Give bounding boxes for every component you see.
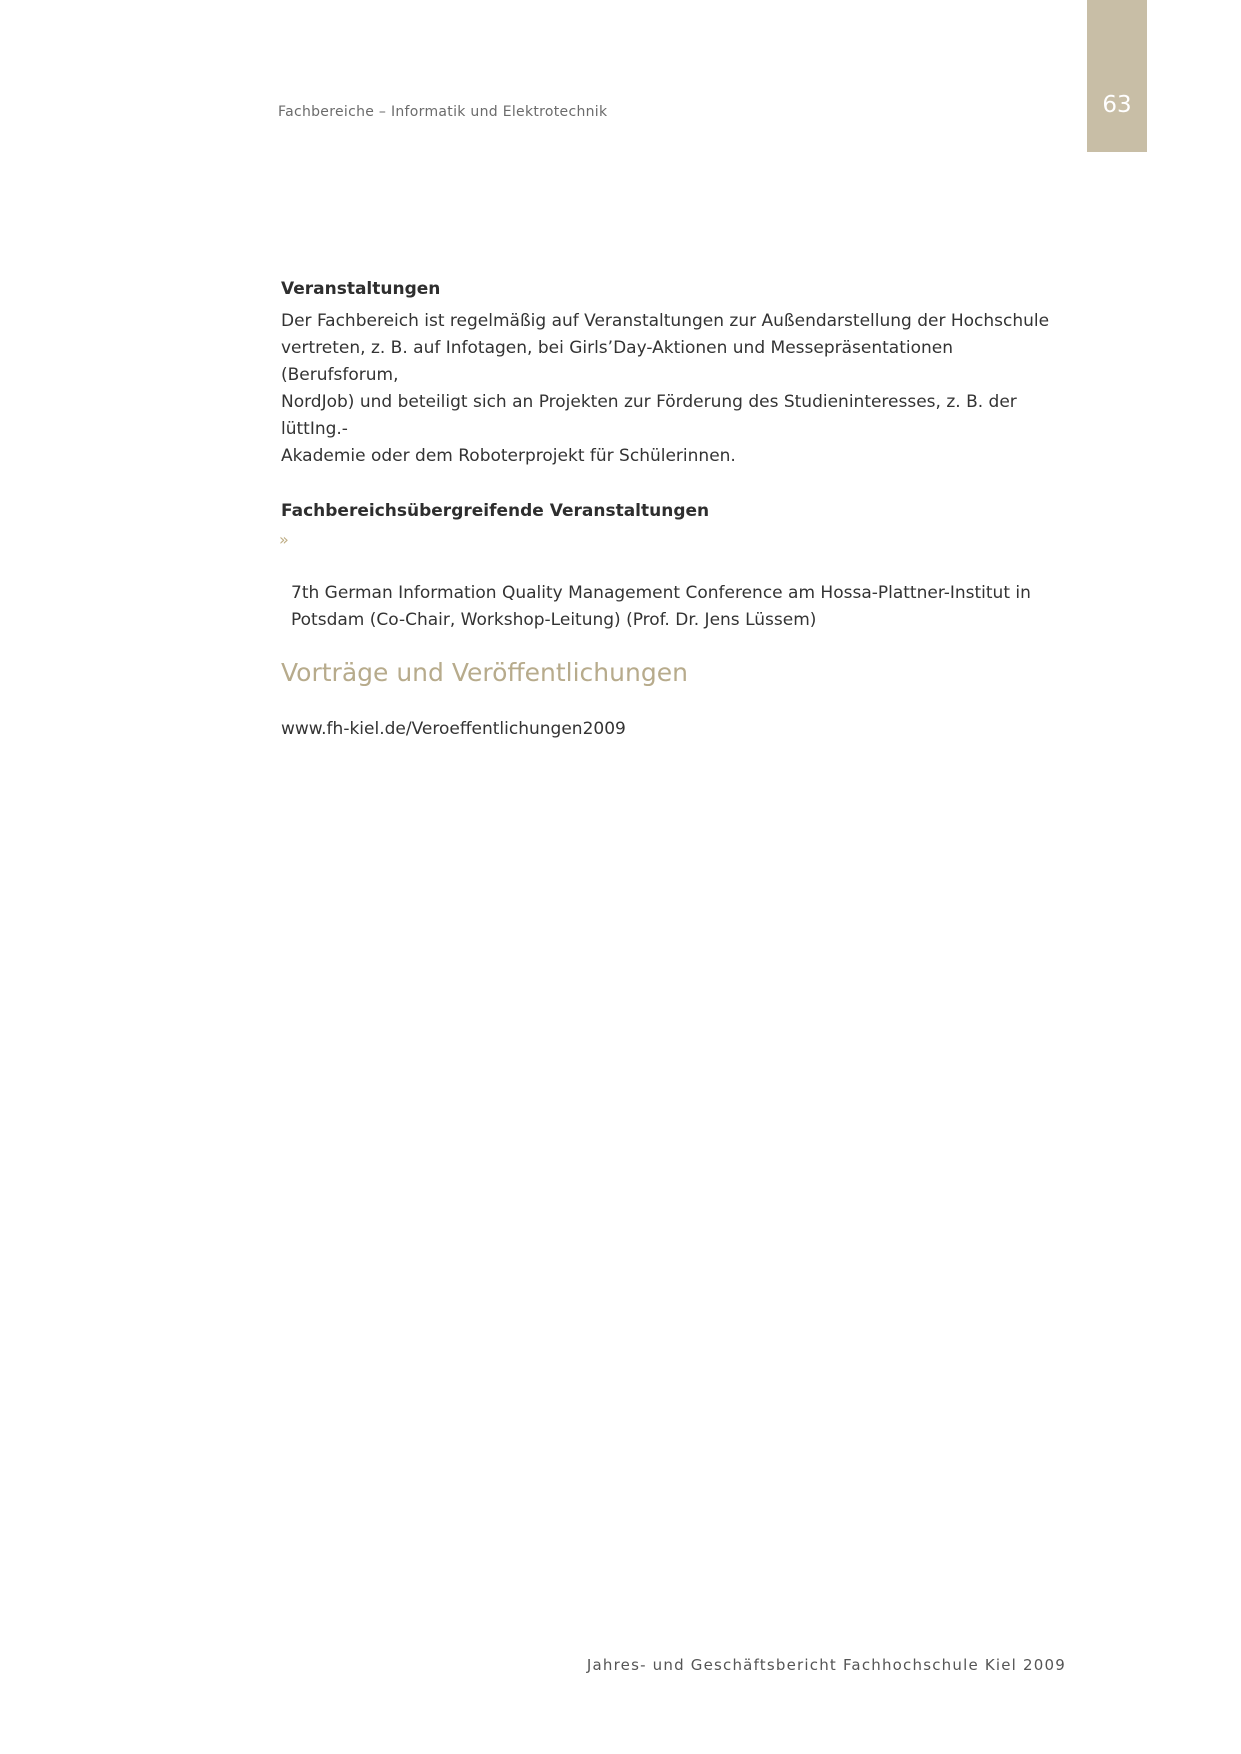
spacer <box>281 470 1061 498</box>
veranstaltungen-paragraph: Der Fachbereich ist regelmäßig auf Veranstaltungen zur Außendarstellung der Hochschule vertreten, z. B. auf Infotagen, bei Girls’Day-Aktionen und Messepräsentationen (Berufsforum, NordJob) und beteiligt sich an Projekten zur Förderung des Studieninteresses, z. B. der lüttIng.- Akademie oder dem Roboterprojekt für Schülerinnen. <box>281 311 1050 466</box>
veranstaltungen-heading: Veranstaltungen <box>281 279 441 299</box>
page-footer: Jahres- und Geschäftsbericht Fachhochschule Kiel 2009 <box>586 1656 1066 1674</box>
running-header: Fachbereiche – Informatik und Elektrotechnik <box>278 104 608 120</box>
page-number-tab <box>1087 0 1147 152</box>
publications-link[interactable]: www.fh-kiel.de/Veroeffentlichungen2009 <box>281 719 626 739</box>
uebergreifend-heading: Fachbereichsübergreifende Veranstaltungen <box>281 501 710 521</box>
vortraege-title: Vorträge und Veröffentlichungen <box>281 658 688 687</box>
page-number: 63 <box>1102 92 1132 118</box>
list-item-text: 7th German Information Quality Management Conference am Hossa-Plattner-Institut in Potsdam (Co-Chair, Workshop-Leitung) (Prof. Dr. Jens Lüssem) <box>291 583 1031 630</box>
main-content <box>281 276 1061 742</box>
list-item <box>281 526 1061 634</box>
bullet-marker-icon: » <box>279 530 289 549</box>
